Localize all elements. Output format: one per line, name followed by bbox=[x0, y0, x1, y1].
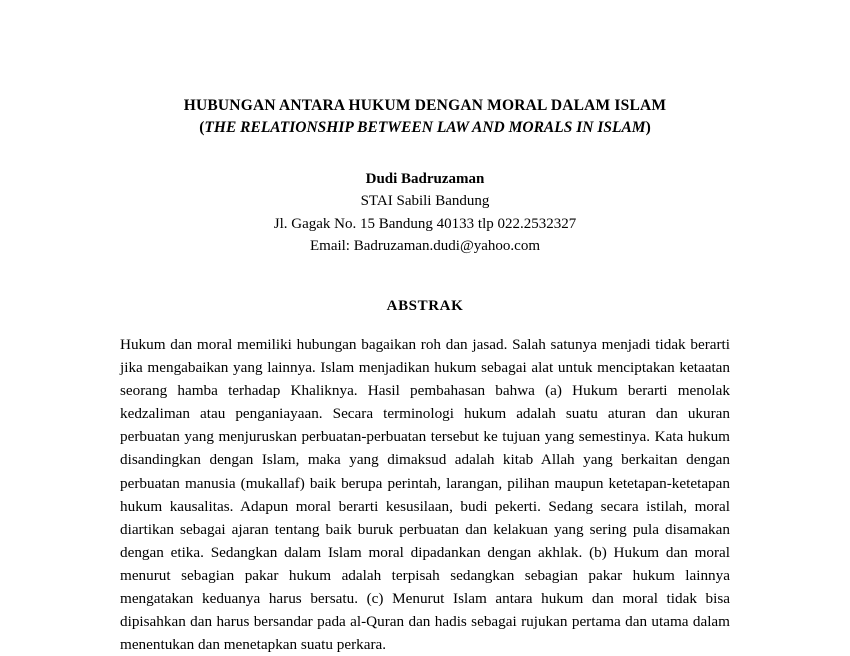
author-address: Jl. Gagak No. 15 Bandung 40133 tlp 022.2532327 bbox=[273, 215, 577, 232]
subtitle-close-paren: ) bbox=[645, 119, 651, 137]
author-block bbox=[120, 168, 730, 258]
author-affiliation: STAI Sabili Bandung bbox=[360, 193, 490, 210]
subtitle-open-paren: ( bbox=[199, 119, 205, 137]
subtitle-english: THE RELATIONSHIP BETWEEN LAW AND MORALS IN ISLAM bbox=[204, 119, 646, 137]
page-title: HUBUNGAN ANTARA HUKUM DENGAN MORAL DALAM ISLAM bbox=[183, 97, 667, 114]
author-email: Email: Badruzaman.dudi@yahoo.com bbox=[309, 238, 540, 255]
abstract-body: Hukum dan moral memiliki hubungan bagaikan roh dan jasad. Salah satunya menjadi tidak berarti jika mengabaikan yang lainnya. Islam menjadikan hukum sebagai alat untuk menciptakan ketaatan seorang hamba terhadap Khaliknya. Hasil pembahasan bahwa (a) Hukum berarti menolak kedzaliman atau penganiayaan. Secara terminologi hukum adalah suatu aturan dan ukuran perbuatan yang menjuruskan perbuatan-perbuatan tersebut ke tujuan yang semestinya. Kata hukum disandingkan dengan Islam, maka yang dimaksud adalah kitab Allah yang berkaitan dengan perbuatan manusia (mukallaf) baik berupa perintah, larangan, pilihan maupun ketetapan-ketetapan hukum kausalitas. Adapun moral berarti kesusilaan, budi pekerti. Sedang secara istilah, moral diartikan sebagai ajaran tentang baik buruk perbuatan dan kelakuan yang sering pula disamakan dengan etika. Sedangkan dalam Islam moral dipadankan dengan akhlak. (b) Hukum dan moral menurut sebagian pakar hukum adalah terpisah sedangkan sebagian pakar hukum lainnya mengatakan keduanya harus bersatu. (c) Menurut Islam antara hukum dan moral tidak bisa dipisahkan dan harus bersandar pada al-Quran dan hadis sebagai rujukan pertama dan utama dalam menentukan dan menetapkan suatu perkara. bbox=[120, 335, 730, 654]
title-block bbox=[120, 95, 730, 140]
author-name: Dudi Badruzaman bbox=[365, 170, 485, 187]
page-subtitle bbox=[120, 117, 730, 139]
abstract-heading: ABSTRAK bbox=[386, 297, 464, 314]
